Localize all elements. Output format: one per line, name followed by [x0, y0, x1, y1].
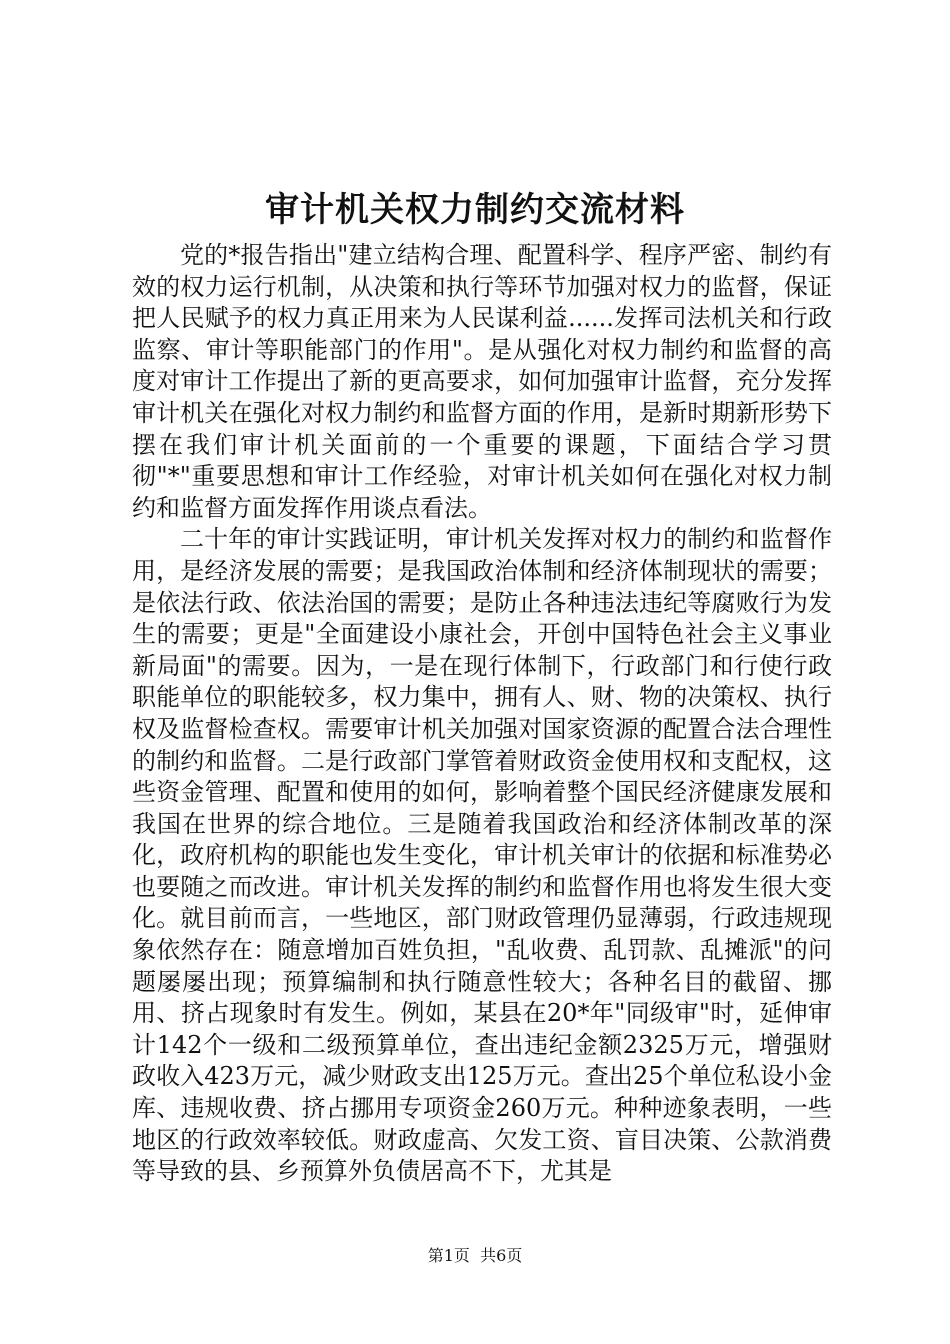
footer-separator [470, 1246, 480, 1265]
paragraph-2: 二十年的审计实践证明，审计机关发挥对权力的制约和监督作用，是经济发展的需要；是我国政治体制和经济体制现状的需要；是依法行政、依法治国的需要；是防止各种违法违纪等腐败行为发生的需要；更是"全面建设小康社会，开创中国特色社会主义事业新局面"的需要。因为，一是在现行体制下，行政部门和行使行政职能单位的职能较多，权力集中，拥有人、财、物的决策权、执行权及监督检查权。需要审计机关加强对国家资源的配置合法合理性的制约和监督。二是行政部门掌管着财政资金使用权和支配权，这些资金管理、配置和使用的如何，影响着整个国民经济健康发展和我国在世界的综合地位。三是随着我国政治和经济体制改革的深化，政府机构的职能也发生变化，审计机关审计的依据和标准势必也要随之而改进。审计机关发挥的制约和监督作用也将发生很大变化。就目前而言，一些地区，部门财政管理仍显薄弱，行政违规现象依然存在：随意增加百姓负担，"乱收费、乱罚款、乱摊派"的问题屡屡出现；预算编制和执行随意性较大；各种名目的截留、挪用、挤占现象时有发生。例如，某县在20*年"同级审"时，延伸审计142个一级和二级预算单位，查出违纪金额2325万元，增强财政收入423万元，减少财政支出125万元。查出25个单位私设小金库、违规收费、挤占挪用专项资金260万元。种种迹象表明，一些地区的行政效率较低。财政虚高、欠发工资、盲目决策、公款消费等导致的县、乡预算外负债居高不下，尤其是 [132, 525, 832, 1186]
page-number: 第1页 [427, 1246, 470, 1265]
paragraph-1: 党的*报告指出"建立结构合理、配置科学、程序严密、制约有效的权力运行机制，从决策和执行等环节加强对权力的监督，保证把人民赋予的权力真正用来为人民谋利益......发挥司法机关和行政监察、审计等职能部门的作用"。是从强化对权力制约和监督的高度对审计工作提出了新的更高要求，如何加强审计监督，充分发挥审计机关在强化对权力制约和监督方面的作用，是新时期新形势下摆在我们审计机关面前的一个重要的课题，下面结合学习贯彻"*"重要思想和审计工作经验，对审计机关如何在强化对权力制约和监督方面发挥作用谈点看法。 [132, 241, 832, 522]
document-body [132, 240, 832, 1188]
document-title: 审计机关权力制约交流材料 [265, 190, 685, 230]
page-footer [0, 1245, 950, 1267]
page-total: 共6页 [480, 1246, 523, 1265]
